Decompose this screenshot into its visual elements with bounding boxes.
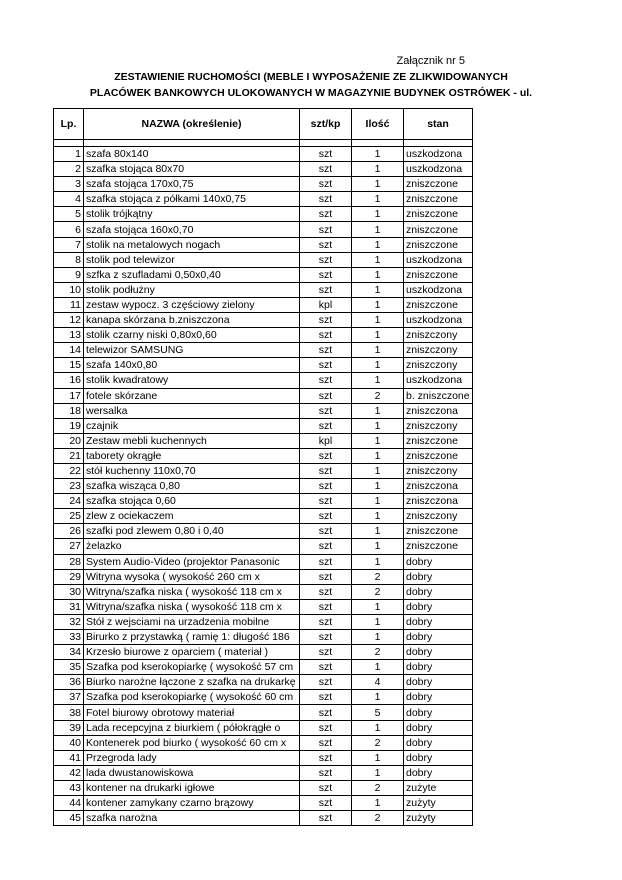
item-quantity: 1 [352,494,404,509]
item-unit: szt [300,267,352,282]
item-state: zniszczone [404,207,473,222]
item-name: szafa 80x140 [84,147,300,162]
item-unit: szt [300,373,352,388]
row-number: 36 [54,675,84,690]
row-number: 42 [54,765,84,780]
annex-label: Załącznik nr 5 [396,55,465,67]
table-row [54,252,473,267]
item-state: b. zniszczone [404,388,473,403]
item-quantity: 1 [352,358,404,373]
item-quantity: 1 [352,599,404,614]
item-name: kontener na drukarki igłowe [84,780,300,795]
item-name: Stół z wejsciami na urzadzenia mobilne [84,614,300,629]
row-number: 19 [54,418,84,433]
item-quantity: 1 [352,282,404,297]
item-unit: szt [300,313,352,328]
table-row [54,675,473,690]
item-unit: szt [300,614,352,629]
item-quantity: 1 [352,690,404,705]
item-name: Fotel biurowy obrotowy materiał [84,705,300,720]
item-quantity: 2 [352,780,404,795]
table-row [54,343,473,358]
table-row [54,207,473,222]
item-state: zniszczony [404,328,473,343]
column-header-state: stan [404,109,473,140]
row-number: 1 [54,147,84,162]
item-state: dobry [404,554,473,569]
item-name: zestaw wypocz. 3 częściowy zielony [84,297,300,312]
item-unit: szt [300,403,352,418]
item-name: zlew z ociekaczem [84,509,300,524]
item-unit: szt [300,765,352,780]
item-state: zużyte [404,780,473,795]
row-number: 33 [54,630,84,645]
table-row [54,418,473,433]
item-name: Szafka pod kserokopiarkę ( wysokość 60 cm [84,690,300,705]
item-unit: szt [300,252,352,267]
table-row [54,313,473,328]
item-unit: kpl [300,433,352,448]
item-unit: szt [300,630,352,645]
item-state: dobry [404,750,473,765]
table-row [54,388,473,403]
table-row [54,147,473,162]
item-quantity: 1 [352,524,404,539]
table-row [54,328,473,343]
item-name: stolik trójkątny [84,207,300,222]
column-header-lp: Lp. [54,109,84,140]
item-state: zniszczona [404,494,473,509]
item-unit: szt [300,569,352,584]
item-name: System Audio-Video (projektor Panasonic [84,554,300,569]
item-quantity: 1 [352,554,404,569]
row-number: 20 [54,433,84,448]
item-name: Witryna wysoka ( wysokość 260 cm x [84,569,300,584]
item-state: zniszczone [404,539,473,554]
item-unit: szt [300,705,352,720]
item-quantity: 2 [352,569,404,584]
item-quantity: 1 [352,222,404,237]
item-unit: szt [300,720,352,735]
item-quantity: 1 [352,660,404,675]
item-unit: szt [300,750,352,765]
item-state: zniszczone [404,448,473,463]
item-name: fotele skórzane [84,388,300,403]
item-state: zniszczone [404,192,473,207]
item-quantity: 1 [352,177,404,192]
row-number: 39 [54,720,84,735]
item-state: dobry [404,599,473,614]
item-quantity: 1 [352,448,404,463]
item-name: lada dwustanowiskowa [84,765,300,780]
item-name: czajnik [84,418,300,433]
item-state: dobry [404,675,473,690]
table-row [54,282,473,297]
item-quantity: 1 [352,403,404,418]
item-unit: szt [300,358,352,373]
row-number: 25 [54,509,84,524]
row-number: 7 [54,237,84,252]
item-name: szafka stojąca 80x70 [84,162,300,177]
item-name: szafa 140x0,80 [84,358,300,373]
item-state: zniszczony [404,343,473,358]
item-unit: szt [300,584,352,599]
item-quantity: 1 [352,796,404,811]
item-unit: szt [300,207,352,222]
item-unit: szt [300,599,352,614]
item-state: dobry [404,690,473,705]
row-number: 41 [54,750,84,765]
item-name: Witryna/szafka niska ( wysokość 118 cm x [84,584,300,599]
item-name: Lada recepcyjna z biurkiem ( półokrągłe o [84,720,300,735]
item-unit: szt [300,222,352,237]
spacer-row [54,140,473,147]
item-unit: szt [300,690,352,705]
item-state: zniszczone [404,433,473,448]
item-state: dobry [404,660,473,675]
row-number: 6 [54,222,84,237]
item-quantity: 2 [352,735,404,750]
item-quantity: 1 [352,207,404,222]
table-row [54,780,473,795]
item-state: uszkodzona [404,282,473,297]
row-number: 32 [54,614,84,629]
table-row [54,222,473,237]
table-row [54,192,473,207]
document-title [0,69,622,101]
item-quantity: 2 [352,811,404,826]
table-row [54,524,473,539]
item-state: dobry [404,765,473,780]
item-name: szafa stojąca 170x0,75 [84,177,300,192]
column-header-quantity: Ilość [352,109,404,140]
item-state: dobry [404,720,473,735]
table-row [54,509,473,524]
item-unit: szt [300,780,352,795]
table-row [54,403,473,418]
item-quantity: 1 [352,343,404,358]
item-unit: szt [300,237,352,252]
item-state: uszkodzona [404,147,473,162]
item-state: dobry [404,584,473,599]
item-name: stolik kwadratowy [84,373,300,388]
item-quantity: 1 [352,750,404,765]
item-quantity: 1 [352,147,404,162]
item-state: zniszczone [404,267,473,282]
item-state: zniszczone [404,524,473,539]
table-row [54,463,473,478]
item-unit: szt [300,479,352,494]
inventory-table [53,108,473,826]
row-number: 22 [54,463,84,478]
item-quantity: 1 [352,630,404,645]
item-name: szafa stojąca 160x0,70 [84,222,300,237]
item-state: zniszczone [404,237,473,252]
item-state: zniszczony [404,358,473,373]
item-quantity: 1 [352,463,404,478]
item-unit: szt [300,539,352,554]
item-name: telewizor SAMSUNG [84,343,300,358]
table-row [54,796,473,811]
item-state: uszkodzona [404,373,473,388]
row-number: 14 [54,343,84,358]
item-name: stolik pod telewizor [84,252,300,267]
table-row [54,373,473,388]
item-state: uszkodzona [404,162,473,177]
item-quantity: 1 [352,297,404,312]
item-quantity: 1 [352,614,404,629]
table-row [54,267,473,282]
item-quantity: 1 [352,162,404,177]
row-number: 17 [54,388,84,403]
column-header-name: NAZWA (określenie) [84,109,300,140]
table-row [54,297,473,312]
item-name: stolik podłużny [84,282,300,297]
item-quantity: 1 [352,237,404,252]
row-number: 45 [54,811,84,826]
table-row [54,614,473,629]
table-row [54,554,473,569]
table-row [54,690,473,705]
item-quantity: 2 [352,584,404,599]
table-row [54,599,473,614]
item-unit: szt [300,796,352,811]
item-quantity: 1 [352,328,404,343]
table-row [54,660,473,675]
table-row [54,584,473,599]
row-number: 26 [54,524,84,539]
row-number: 12 [54,313,84,328]
item-state: dobry [404,630,473,645]
table-row [54,750,473,765]
row-number: 18 [54,403,84,418]
item-name: żelazko [84,539,300,554]
item-name: Krzesło biurowe z oparciem ( materiał ) [84,645,300,660]
table-header-row [54,109,473,140]
item-name: wersalka [84,403,300,418]
table-row [54,479,473,494]
item-quantity: 1 [352,433,404,448]
row-number: 44 [54,796,84,811]
item-unit: szt [300,660,352,675]
title-line-1: ZESTAWIENIE RUCHOMOŚCI (MEBLE I WYPOSAŻENIE ZE ZLIKWIDOWANYCH [114,71,508,83]
row-number: 40 [54,735,84,750]
item-name: kontener zamykany czarno brązowy [84,796,300,811]
item-unit: szt [300,343,352,358]
row-number: 3 [54,177,84,192]
row-number: 8 [54,252,84,267]
item-state: zniszczone [404,177,473,192]
item-unit: szt [300,554,352,569]
item-unit: szt [300,282,352,297]
item-quantity: 5 [352,705,404,720]
row-number: 4 [54,192,84,207]
item-name: stolik na metalowych nogach [84,237,300,252]
item-name: Witryna/szafka niska ( wysokość 118 cm x [84,599,300,614]
item-unit: szt [300,463,352,478]
row-number: 43 [54,780,84,795]
table-row [54,433,473,448]
item-state: zużyty [404,796,473,811]
row-number: 9 [54,267,84,282]
item-unit: szt [300,675,352,690]
table-row [54,539,473,554]
item-unit: szt [300,494,352,509]
item-unit: kpl [300,297,352,312]
item-name: szfka z szufladami 0,50x0,40 [84,267,300,282]
item-name: szafka stojąca z półkami 140x0,75 [84,192,300,207]
item-unit: szt [300,448,352,463]
item-quantity: 1 [352,418,404,433]
table-row [54,569,473,584]
item-unit: szt [300,735,352,750]
item-state: zniszczony [404,509,473,524]
item-state: zniszczona [404,403,473,418]
item-unit: szt [300,524,352,539]
table-row [54,765,473,780]
title-line-2: PLACÓWEK BANKOWYCH ULOKOWANYCH W MAGAZYNIE BUDYNEK OSTRÓWEK - ul. [89,87,533,99]
item-state: zużyty [404,811,473,826]
item-quantity: 2 [352,388,404,403]
item-name: stół kuchenny 110x0,70 [84,463,300,478]
item-state: dobry [404,705,473,720]
item-quantity: 1 [352,539,404,554]
row-number: 10 [54,282,84,297]
item-state: uszkodzona [404,313,473,328]
table-row [54,494,473,509]
item-name: Przegroda lady [84,750,300,765]
item-unit: szt [300,811,352,826]
item-state: zniszczony [404,463,473,478]
table-row [54,705,473,720]
table-row [54,358,473,373]
item-state: dobry [404,569,473,584]
item-state: zniszczona [404,479,473,494]
item-unit: szt [300,162,352,177]
item-quantity: 1 [352,373,404,388]
item-name: Zestaw mebli kuchennych [84,433,300,448]
row-number: 13 [54,328,84,343]
table-row [54,645,473,660]
column-header-unit: szt/kp [300,109,352,140]
table-row [54,448,473,463]
item-name: stolik czarny niski 0,80x0,60 [84,328,300,343]
table-row [54,630,473,645]
row-number: 2 [54,162,84,177]
row-number: 37 [54,690,84,705]
item-name: szafka narożna [84,811,300,826]
item-unit: szt [300,418,352,433]
table-row [54,237,473,252]
item-quantity: 1 [352,765,404,780]
row-number: 34 [54,645,84,660]
item-unit: szt [300,509,352,524]
table-row [54,735,473,750]
row-number: 24 [54,494,84,509]
row-number: 29 [54,569,84,584]
row-number: 21 [54,448,84,463]
item-quantity: 1 [352,313,404,328]
item-quantity: 2 [352,645,404,660]
item-unit: szt [300,388,352,403]
row-number: 35 [54,660,84,675]
item-unit: szt [300,147,352,162]
item-name: Szafka pod kserokopiarkę ( wysokość 57 cm [84,660,300,675]
table-row [54,720,473,735]
item-quantity: 4 [352,675,404,690]
row-number: 11 [54,297,84,312]
item-state: dobry [404,645,473,660]
table-row [54,811,473,826]
item-name: szafki pod zlewem 0,80 i 0,40 [84,524,300,539]
item-name: Biurko narożne łączone z szafka na drukarkę [84,675,300,690]
row-number: 5 [54,207,84,222]
item-unit: szt [300,177,352,192]
item-quantity: 1 [352,509,404,524]
item-name: Kontenerek pod biurko ( wysokość 60 cm x [84,735,300,750]
item-unit: szt [300,192,352,207]
table-row [54,162,473,177]
item-state: dobry [404,614,473,629]
item-state: zniszczony [404,418,473,433]
row-number: 16 [54,373,84,388]
row-number: 27 [54,539,84,554]
item-unit: szt [300,328,352,343]
item-quantity: 1 [352,267,404,282]
item-unit: szt [300,645,352,660]
item-state: zniszczone [404,297,473,312]
row-number: 30 [54,584,84,599]
row-number: 31 [54,599,84,614]
item-state: uszkodzona [404,252,473,267]
item-state: dobry [404,735,473,750]
table-row [54,177,473,192]
item-quantity: 1 [352,192,404,207]
item-name: kanapa skórzana b.zniszczona [84,313,300,328]
item-name: taborety okrągłe [84,448,300,463]
item-name: szafka stojąca 0,60 [84,494,300,509]
item-quantity: 1 [352,252,404,267]
item-state: zniszczone [404,222,473,237]
item-quantity: 1 [352,479,404,494]
item-name: Birurko z przystawką ( ramię 1: długość 186 [84,630,300,645]
item-name: szafka wisząca 0,80 [84,479,300,494]
row-number: 28 [54,554,84,569]
row-number: 23 [54,479,84,494]
row-number: 38 [54,705,84,720]
row-number: 15 [54,358,84,373]
item-quantity: 1 [352,720,404,735]
